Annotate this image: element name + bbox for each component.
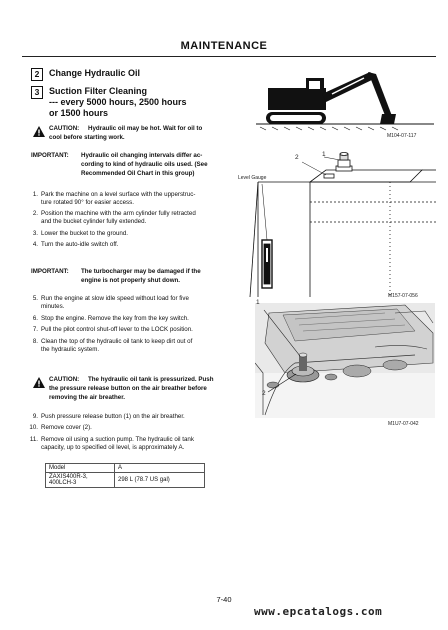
step-number: 9.	[32, 413, 38, 420]
table-header-a: A	[115, 464, 205, 473]
step-text: Push pressure release button (1) on the air breather.	[41, 413, 185, 420]
warning-icon	[33, 124, 45, 135]
list-item	[28, 413, 238, 422]
table-header-model: Model	[46, 464, 115, 473]
caution-2-line-2: the pressure release button on the air breather before	[49, 385, 207, 392]
step-number: 6.	[32, 315, 38, 322]
step-text: and the bucket cylinder fully extended.	[41, 218, 147, 225]
step-text: Run the engine at slow idle speed without load for five	[41, 295, 189, 302]
important-2-line-2: engine is not properly shut down.	[81, 277, 181, 284]
callout-2: 2	[295, 154, 299, 161]
important-1-line-3: Recommended Oil Chart in this group)	[81, 170, 195, 177]
section-title-change-hydraulic-oil: Change Hydraulic Oil	[49, 68, 141, 78]
caution-2-line-1: The hydraulic oil tank is pressurized. Push	[88, 376, 214, 383]
level-gauge-label: Level Gauge	[238, 175, 267, 181]
capacity-table	[45, 463, 205, 488]
step-text: Turn the auto-idle switch off.	[41, 241, 119, 248]
list-item	[28, 424, 238, 433]
step-text: Park the machine on a level surface with the upperstruc-	[41, 191, 196, 198]
step-text: Clean the top of the hydraulic oil tank to keep dirt out of	[41, 338, 193, 345]
step-text: Pull the pilot control shut-off lever to the LOCK position.	[41, 326, 193, 333]
important-1-line-2: cording to kind of hydraulic oils used. (See	[81, 161, 208, 168]
warning-icon	[33, 375, 45, 386]
step-number: 7.	[32, 326, 38, 333]
section-interval-2: or 1500 hours	[49, 108, 109, 118]
callout-2: 2	[262, 390, 266, 397]
section-title-suction-filter: Suction Filter Cleaning	[49, 86, 148, 96]
callout-1: 1	[322, 151, 326, 158]
list-item	[28, 210, 238, 228]
step-text: Remove oil using a suction pump. The hydraulic oil tank	[41, 436, 194, 443]
list-item	[28, 191, 238, 209]
step-text: Remove cover (2).	[41, 424, 92, 431]
website-watermark: www.epcatalogs.com	[254, 605, 383, 618]
step-number: 2.	[32, 210, 38, 217]
table-cell-capacity: 298 L (78.7 US gal)	[115, 473, 205, 488]
callout-leader-1	[262, 308, 302, 358]
important-2-label: IMPORTANT:	[31, 268, 69, 275]
step-text: the hydraulic system.	[41, 346, 100, 353]
section-interval-1: --- every 5000 hours, 2500 hours	[49, 97, 187, 107]
model-line-1: ZAXIS400R-3,	[49, 474, 88, 480]
list-item	[28, 241, 238, 250]
step-text: Stop the engine. Remove the key from the key switch.	[41, 315, 189, 322]
table-cell-model	[46, 473, 115, 488]
table-header-row	[46, 464, 205, 473]
list-item	[28, 295, 238, 313]
step-number: 3.	[32, 230, 38, 237]
step-number: 10.	[29, 424, 38, 431]
step-number: 4.	[32, 241, 38, 248]
page-number: 7-40	[216, 595, 232, 604]
step-text: ture rotated 90° for easier access.	[41, 199, 134, 206]
list-item	[28, 326, 238, 335]
list-item	[28, 338, 238, 356]
callout-1: 1	[256, 299, 260, 306]
step-number: 5.	[32, 295, 38, 302]
hydraulic-tank-level-gauge-illustration	[240, 152, 436, 297]
important-1-line-1: Hydraulic oil changing intervals differ ac-	[81, 152, 203, 159]
step-number: 8.	[32, 338, 38, 345]
important-1-label: IMPORTANT:	[31, 152, 69, 159]
step-text: minutes.	[41, 303, 65, 310]
caution-1-line-1: Hydraulic oil may be hot. Wait for oil to	[88, 125, 203, 132]
step-text: Lower the bucket to the ground.	[41, 230, 129, 237]
model-line-2: 400LCH-3	[49, 480, 77, 486]
figure-3-code: M1U7-07-042	[388, 421, 419, 427]
page-title: MAINTENANCE	[180, 40, 268, 52]
section-number-2: 2	[31, 68, 43, 81]
figure-1-code: M104-07-117	[387, 133, 417, 139]
header-rule	[22, 56, 436, 57]
step-text: Position the machine with the arm cylinder fully retracted	[41, 210, 196, 217]
important-2-line-1: The turbocharger may be damaged if the	[81, 268, 201, 275]
caution-1-label: CAUTION:	[49, 125, 80, 132]
step-number: 11.	[29, 436, 38, 443]
caution-2-line-3: removing the air breather.	[49, 394, 125, 401]
step-number: 1.	[32, 191, 38, 198]
table-row	[46, 473, 205, 488]
list-item	[28, 436, 238, 454]
list-item	[28, 315, 238, 324]
section-number-3: 3	[31, 86, 43, 99]
caution-2-label: CAUTION:	[49, 376, 80, 383]
callout-leader-2	[266, 372, 298, 394]
figure-2-code: M157-07-056	[388, 293, 418, 299]
caution-1-line-2: cool before starting work.	[49, 134, 125, 141]
step-text: capacity, up to specified oil level, is approximately A.	[41, 444, 185, 451]
list-item	[28, 230, 238, 239]
